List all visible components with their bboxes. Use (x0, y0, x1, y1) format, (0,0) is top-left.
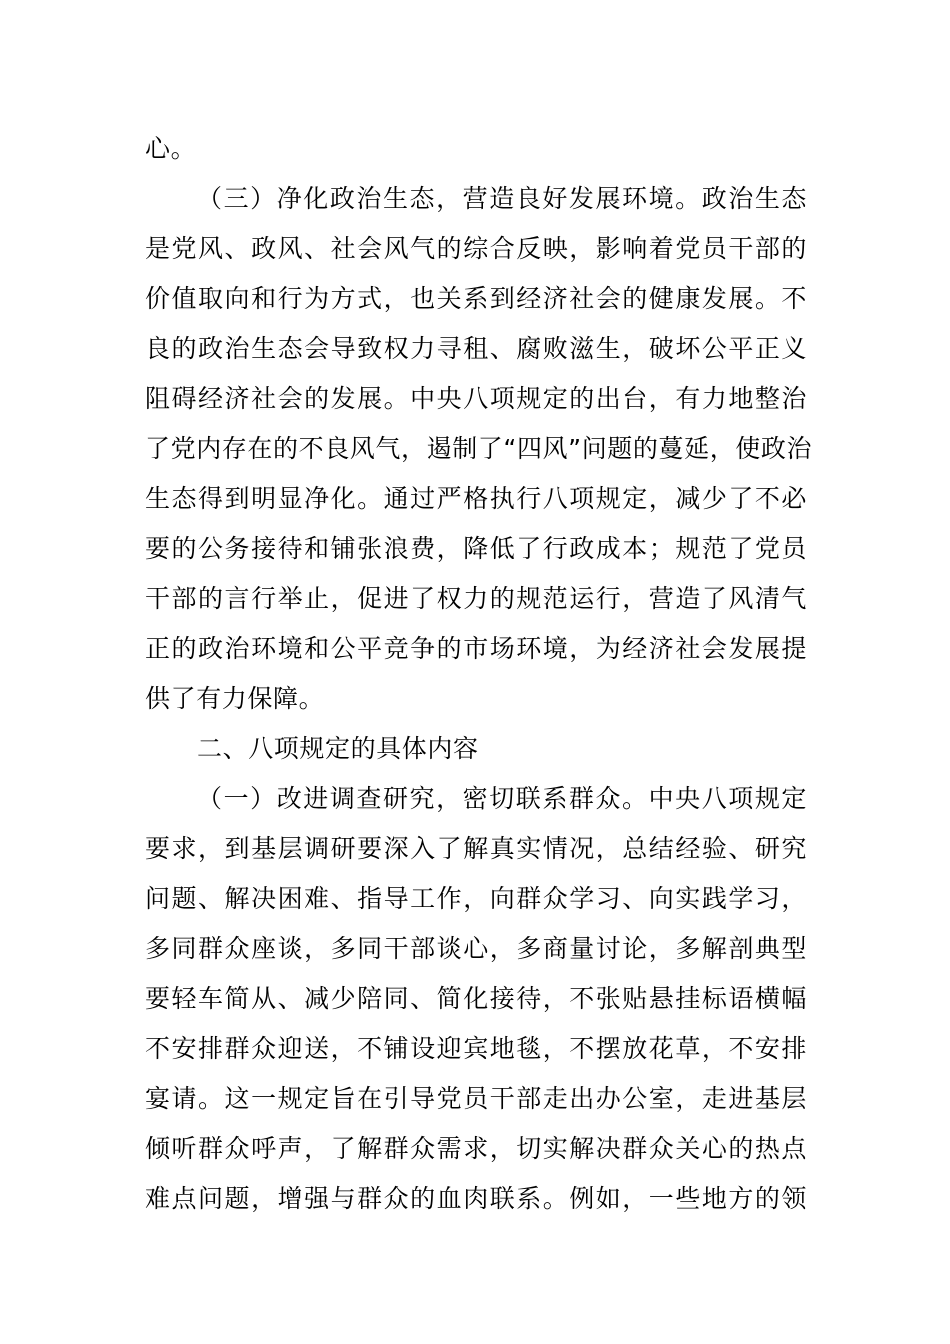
text-line: 宴请。这一规定旨在引导党员干部走出办公室，走进基层 (145, 1084, 807, 1113)
text-line: 要的公务接待和铺张浪费，降低了行政成本；规范了党员 (145, 534, 807, 563)
chapter-heading: 二、八项规定的具体内容 (197, 734, 479, 763)
section-heading-line: （三）净化政治生态，营造良好发展环境。政治生态 (197, 184, 807, 213)
text-line: 良的政治生态会导致权力寻租、腐败滋生，破坏公平正义 (145, 334, 807, 363)
text-line: 要轻车简从、减少陪同、简化接待，不张贴悬挂标语横幅 (145, 984, 807, 1013)
section-heading-line: （一）改进调查研究，密切联系群众。中央八项规定 (197, 784, 807, 813)
text-line: 生态得到明显净化。通过严格执行八项规定，减少了不必 (145, 484, 807, 513)
text-line: 心。 (145, 134, 197, 163)
text-line: 多同群众座谈，多同干部谈心，多商量讨论，多解剖典型 (145, 934, 807, 963)
body-text (145, 124, 813, 1224)
text-line: 了党内存在的不良风气，遏制了“四风”问题的蔓延，使政治 (145, 434, 813, 463)
text-line: 阻碍经济社会的发展。中央八项规定的出台，有力地整治 (145, 384, 807, 413)
text-line: 问题、解决困难、指导工作，向群众学习、向实践学习， (145, 884, 807, 913)
text-line: 难点问题，增强与群众的血肉联系。例如，一些地方的领 (145, 1184, 807, 1213)
text-line: 干部的言行举止，促进了权力的规范运行，营造了风清气 (145, 584, 807, 613)
text-line: 价值取向和行为方式，也关系到经济社会的健康发展。不 (145, 284, 807, 313)
text-line: 不安排群众迎送，不铺设迎宾地毯，不摆放花草，不安排 (145, 1034, 807, 1063)
text-line: 要求，到基层调研要深入了解真实情况，总结经验、研究 (145, 834, 807, 863)
text-line: 供了有力保障。 (145, 684, 325, 713)
text-line: 是党风、政风、社会风气的综合反映，影响着党员干部的 (145, 234, 807, 263)
text-line: 正的政治环境和公平竞争的市场环境，为经济社会发展提 (145, 634, 807, 663)
text-line: 倾听群众呼声，了解群众需求，切实解决群众关心的热点 (145, 1134, 807, 1163)
